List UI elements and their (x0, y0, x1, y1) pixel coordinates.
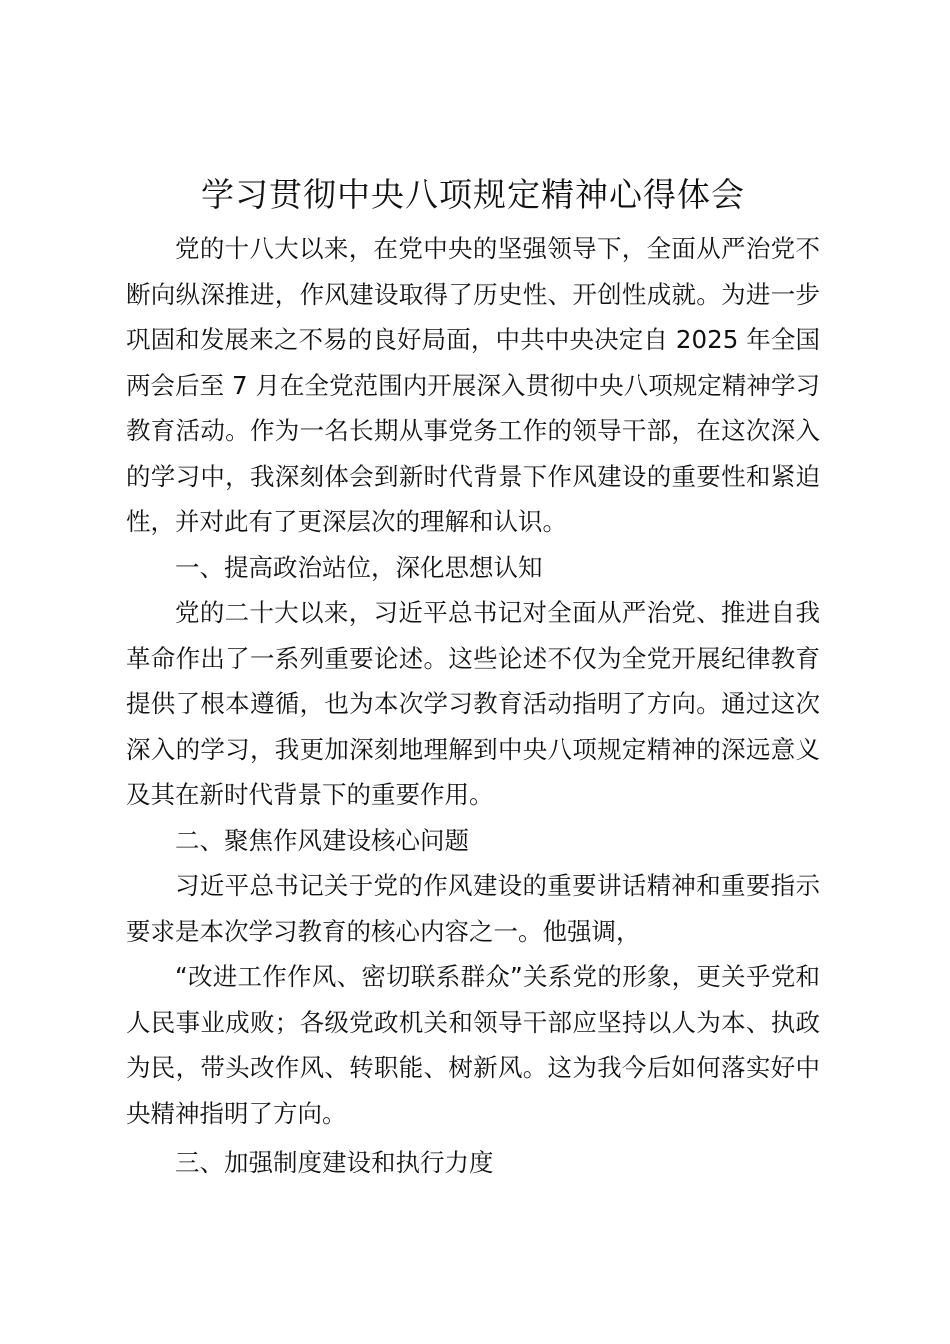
section-1-paragraph: 党的二十大以来，习近平总书记对全面从严治党、推进自我革命作出了一系列重要论述。这些论述不仅为全党开展纪律教育提供了根本遵循，也为本次学习教育活动指明了方向。通过这次深入的学习，我更加深刻地理解到中央八项规定精神的深远意义及其在新时代背景下的重要作用。 (126, 598, 820, 809)
section-heading-1: 一、提高政治站位，深化思想认知 (175, 552, 543, 582)
section-heading-3: 三、加强制度建设和执行力度 (175, 1148, 494, 1177)
intro-paragraph: 党的十八大以来，在党中央的坚强领导下，全面从严治党不断向纵深推进，作风建设取得了历史性、开创性成就。为进一步巩固和发展来之不易的良好局面，中共中央决定自 2025 年全国两会后至 7 月在全党范围内开展深入贯彻中央八项规定精神学习教育活动。作为一名长期从事党务工作的领导干部，在这次深入的学习中，我深刻体会到新时代背景下作风建设的重要性和紧迫性，并对此有了更深层次的理解和认识。 (126, 234, 820, 536)
document-body (126, 170, 820, 1186)
quote-paragraph: “改进工作作风、密切联系群众”关系党的形象，更关乎党和人民事业成败；各级党政机关和领导干部应坚持以人为本、执政为民，带头改作风、转职能、树新风。这为我今后如何落实好中央精神指明了方向。 (126, 962, 820, 1128)
document-title: 学习贯彻中央八项规定精神心得体会 (201, 175, 745, 214)
section-2-paragraph: 习近平总书记关于党的作风建设的重要讲话精神和重要指示要求是本次学习教育的核心内容之一。他强调， (126, 871, 820, 946)
section-heading-2: 二、聚焦作风建设核心问题 (175, 825, 469, 855)
